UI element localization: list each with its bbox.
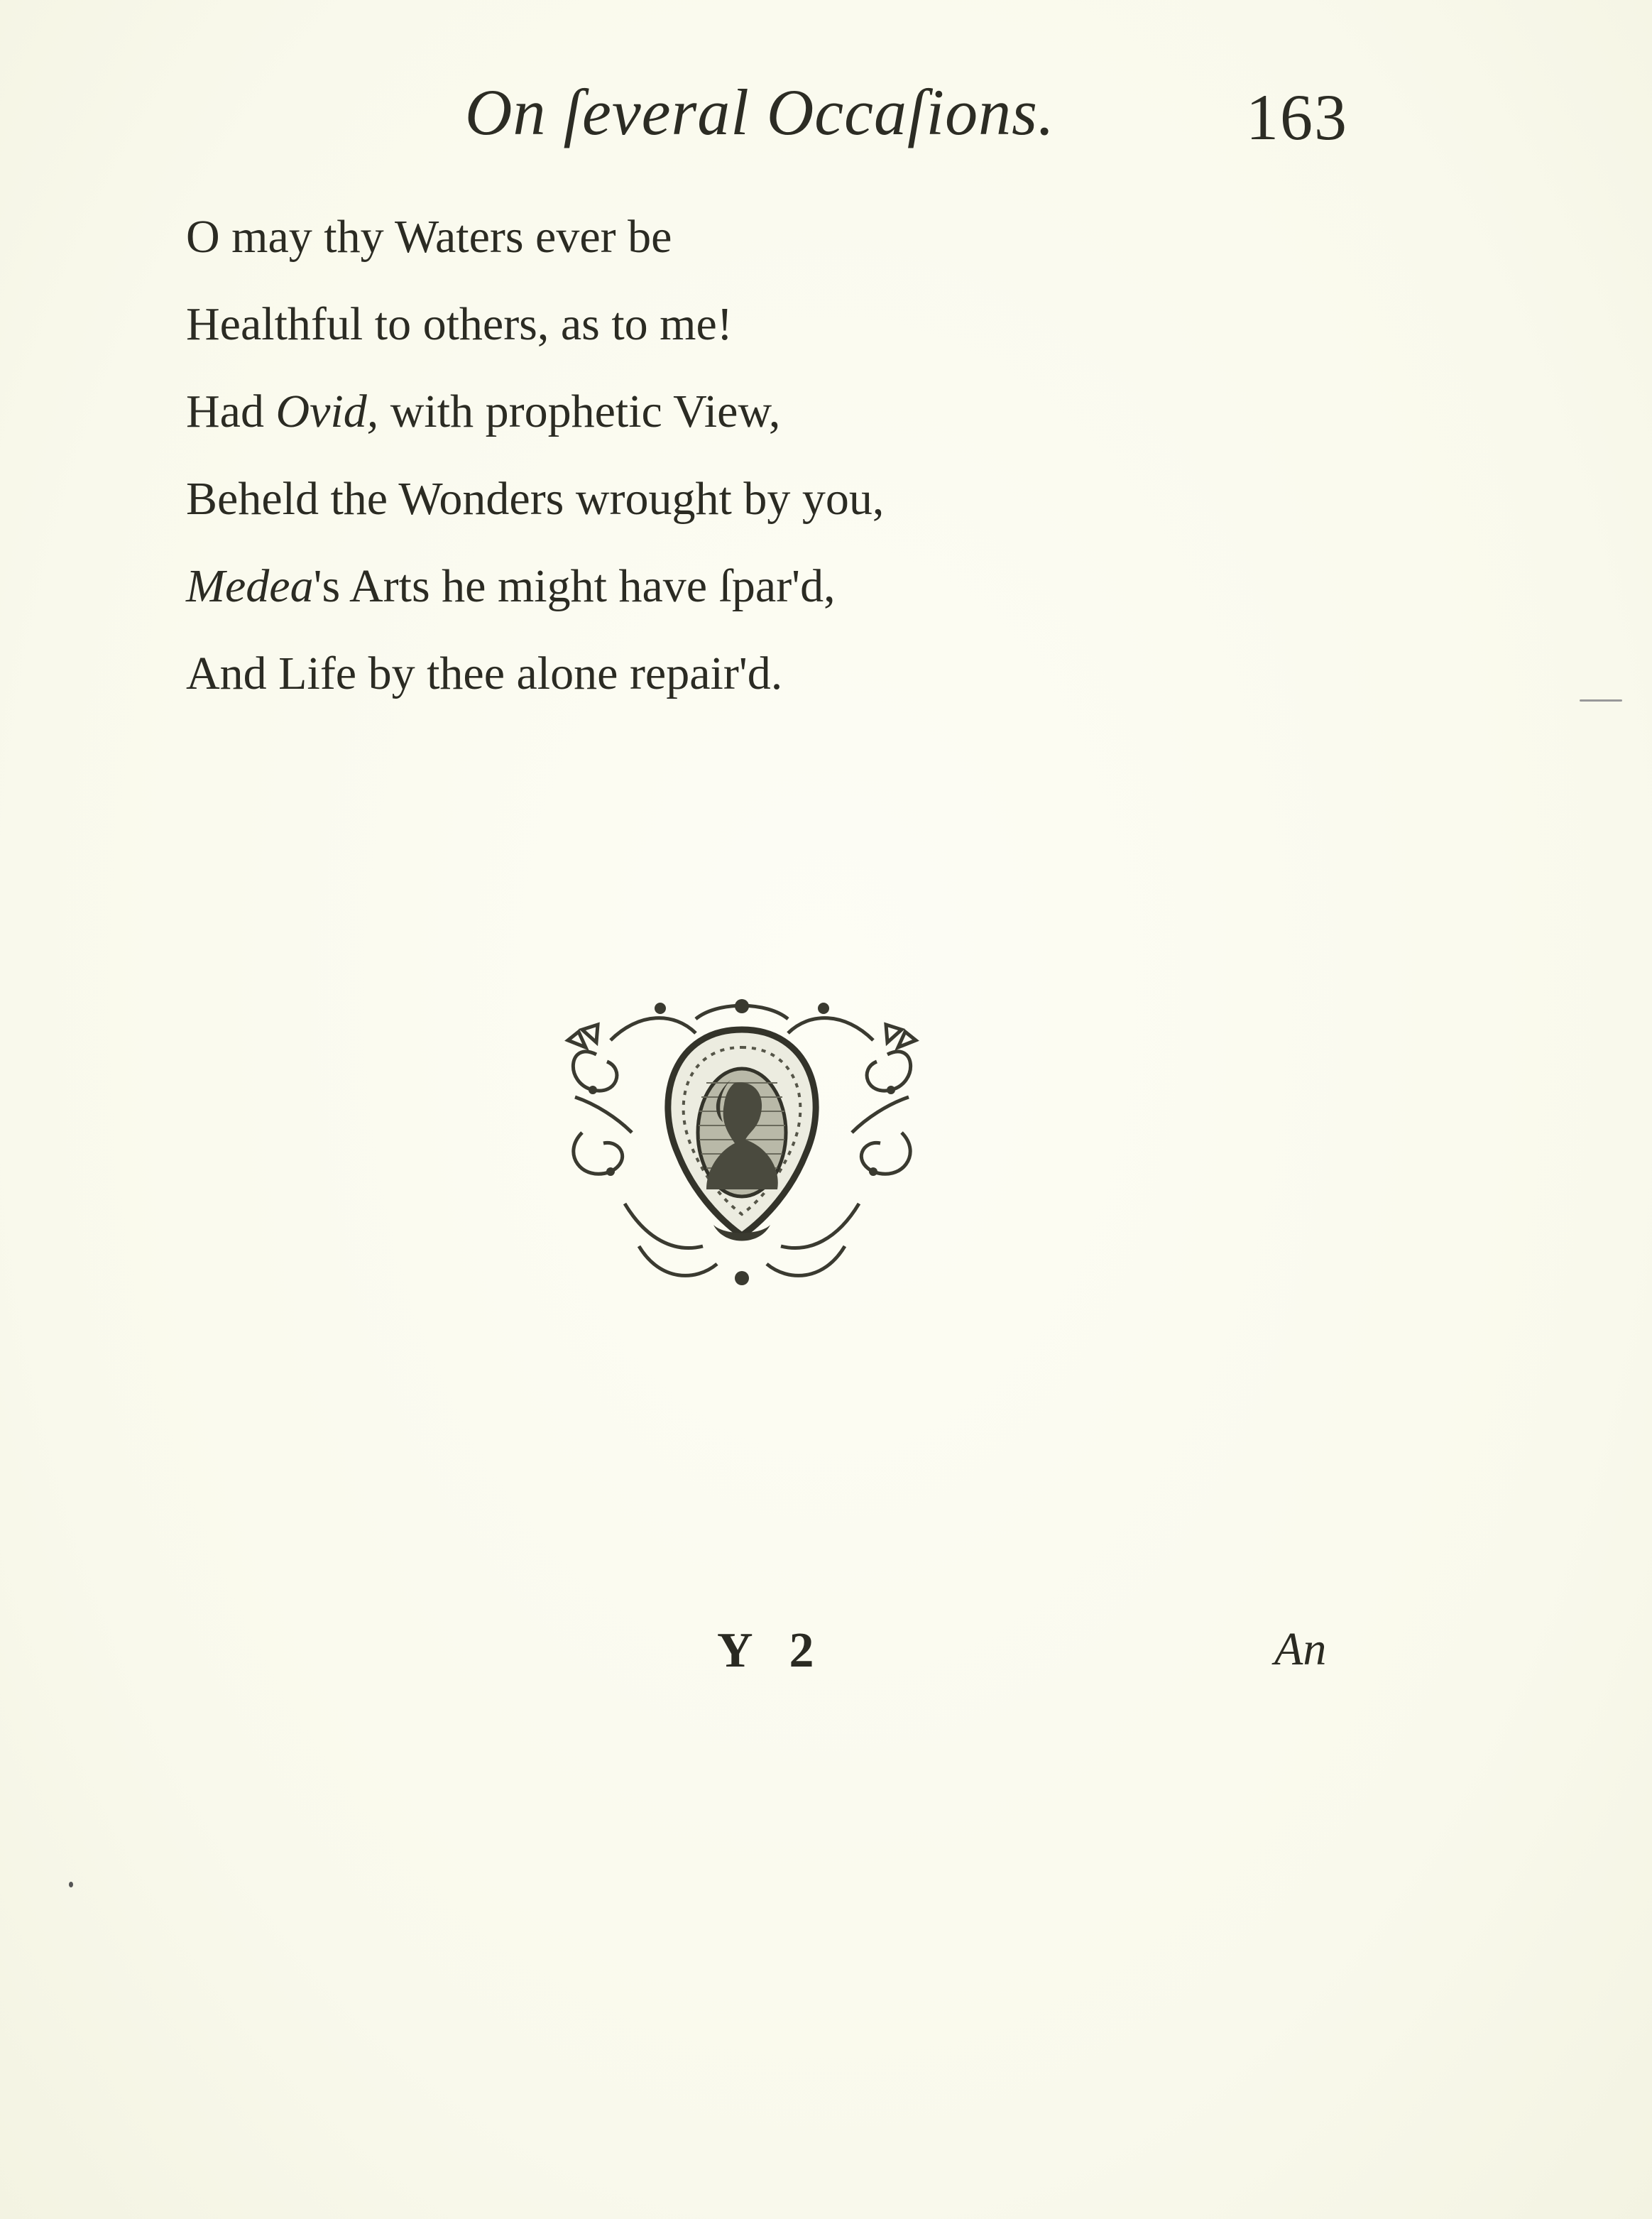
running-title: On ſeveral Occaſions. [465, 76, 1055, 148]
cartouche-portrait-icon [554, 991, 930, 1296]
signature-mark: Y 2 [717, 1623, 827, 1678]
page-number: 163 [1246, 81, 1348, 153]
catchword: An [1274, 1623, 1327, 1675]
verse-line-4: Beheld the Wonders wrought by you, [186, 473, 885, 525]
verse-line-3: Had Ovid, with prophetic View, [186, 386, 781, 437]
running-head [0, 0, 1652, 185]
paper-speck [1580, 699, 1622, 702]
paper-speck [69, 1882, 73, 1887]
verse-line-6: And Life by thee alone repair'd. [186, 648, 783, 699]
verse-line-5: Medea's Arts he might have ſpar'd, [186, 560, 836, 612]
poem-stanza [186, 193, 1251, 717]
verse-line-1: O may thy Waters ever be [186, 211, 672, 263]
verse-line-2: Healthful to others, as to me! [186, 298, 733, 350]
